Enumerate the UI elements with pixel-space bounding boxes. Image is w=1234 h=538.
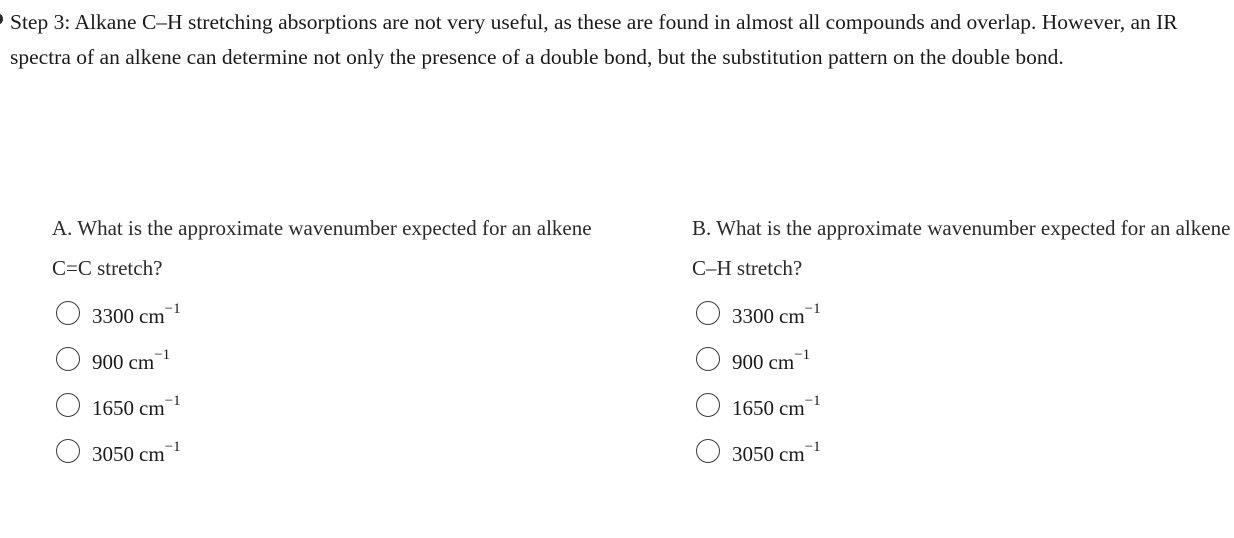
radio-button[interactable] [56,439,80,463]
question-a-option-3[interactable] [56,382,592,428]
option-label: 900 $cm^{-1}$ [732,346,811,374]
option-label: 1650 $cm^{-1}$ [92,392,181,420]
radio-button[interactable] [696,347,720,371]
question-b [692,208,1232,474]
option-label: 1650 $cm^{-1}$ [732,392,821,420]
question-b-options [692,290,1232,474]
question-a-option-4[interactable] [56,428,592,474]
question-a-option-2[interactable] [56,336,592,382]
option-label: 900 $cm^{-1}$ [92,346,171,374]
radio-button[interactable] [696,439,720,463]
question-b-prompt: B. What is the approximate wavenumber expected for an alkene C–H stretch? [692,216,1231,280]
edge-bullet [0,14,3,24]
question-b-option-3[interactable] [696,382,1232,428]
question-a-option-1[interactable] [56,290,592,336]
radio-button[interactable] [56,393,80,417]
question-b-option-1[interactable] [696,290,1232,336]
option-label: 3300 $cm^{-1}$ [732,300,821,328]
question-a-options [52,290,592,474]
radio-button[interactable] [56,301,80,325]
option-label: 3050 $cm^{-1}$ [92,438,181,466]
step-intro-text: Step 3: Alkane C–H stretching absorptions are not very useful, as these are found in almost all compounds and overlap. However, an IR spectra of an alkene can determine not only the presence of a double bond, but the substitution pattern on the double bond. [10,10,1178,69]
question-a [52,208,592,474]
radio-button[interactable] [56,347,80,371]
option-label: 3050 $cm^{-1}$ [732,438,821,466]
option-label: 3300 $cm^{-1}$ [92,300,181,328]
question-b-option-4[interactable] [696,428,1232,474]
radio-button[interactable] [696,301,720,325]
question-a-prompt: A. What is the approximate wavenumber expected for an alkene C=C stretch? [52,216,592,280]
radio-button[interactable] [696,393,720,417]
question-b-option-2[interactable] [696,336,1232,382]
